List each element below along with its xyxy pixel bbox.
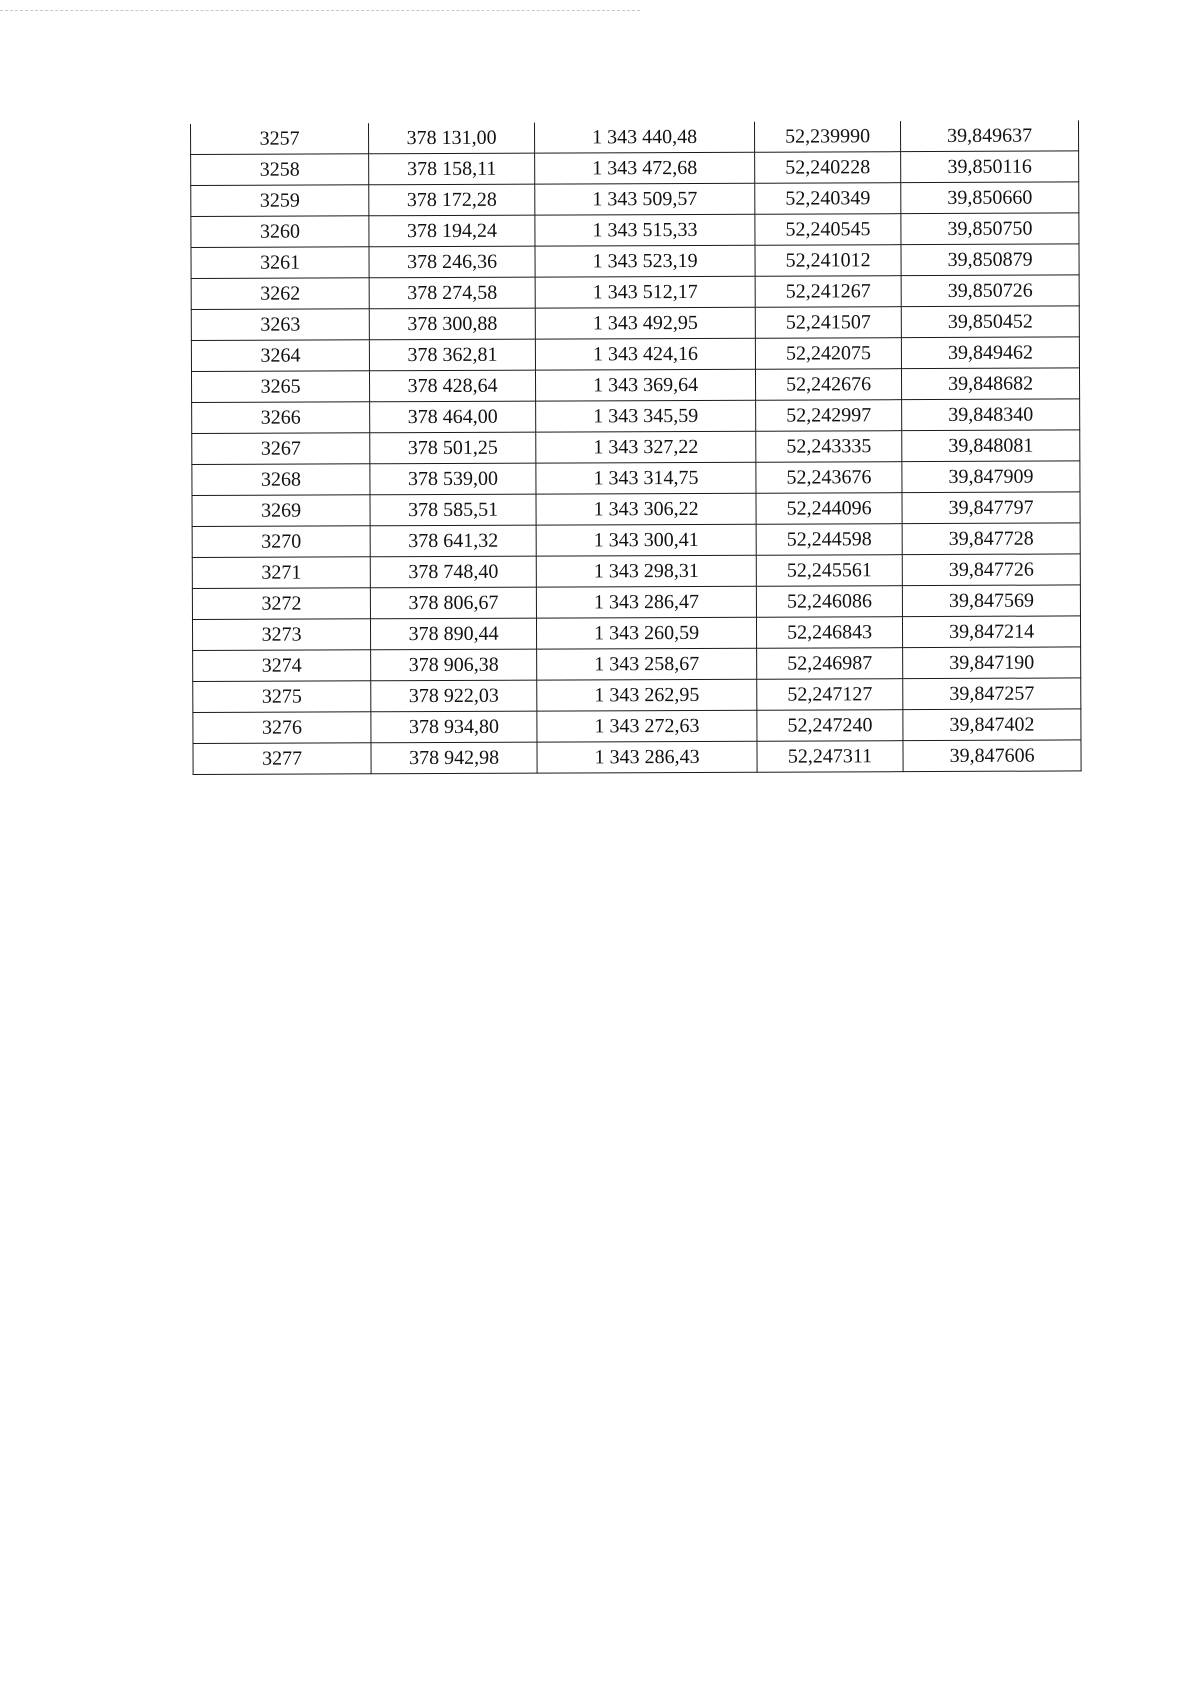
point-number-cell: 3270 (192, 526, 370, 558)
point-number-cell: 3277 (193, 743, 371, 775)
point-number-cell: 3267 (192, 433, 370, 465)
y-coordinate-cell: 1 343 314,75 (536, 462, 756, 494)
longitude-cell: 39,847728 (902, 523, 1080, 555)
table-row (191, 182, 1079, 217)
table-row (193, 678, 1081, 713)
x-coordinate-cell: 378 890,44 (370, 618, 536, 650)
x-coordinate-cell: 378 464,00 (370, 401, 536, 433)
latitude-cell: 52,240349 (755, 183, 901, 215)
longitude-cell: 39,847190 (903, 647, 1081, 679)
scan-artifact-line (0, 10, 640, 11)
latitude-cell: 52,245561 (756, 555, 902, 587)
table-row (193, 709, 1081, 744)
x-coordinate-cell: 378 428,64 (369, 370, 535, 402)
longitude-cell: 39,847606 (903, 740, 1081, 772)
longitude-cell: 39,850660 (901, 182, 1079, 214)
longitude-cell: 39,850750 (901, 213, 1079, 245)
point-number-cell: 3275 (193, 681, 371, 713)
longitude-cell: 39,847257 (903, 678, 1081, 710)
table-row (191, 306, 1079, 341)
x-coordinate-cell: 378 300,88 (369, 308, 535, 340)
longitude-cell: 39,847214 (902, 616, 1080, 648)
y-coordinate-cell: 1 343 260,59 (536, 617, 756, 649)
point-number-cell: 3260 (191, 216, 369, 248)
point-number-cell: 3274 (193, 650, 371, 682)
latitude-cell: 52,247311 (757, 741, 903, 773)
longitude-cell: 39,847569 (902, 585, 1080, 617)
table-row (191, 275, 1079, 310)
longitude-cell: 39,850879 (901, 244, 1079, 276)
coordinates-table-body (191, 120, 1082, 774)
latitude-cell: 52,246843 (756, 617, 902, 649)
x-coordinate-cell: 378 274,58 (369, 277, 535, 309)
x-coordinate-cell: 378 585,51 (370, 494, 536, 526)
y-coordinate-cell: 1 343 509,57 (535, 183, 755, 215)
x-coordinate-cell: 378 906,38 (371, 649, 537, 681)
x-coordinate-cell: 378 246,36 (369, 246, 535, 278)
latitude-cell: 52,247240 (757, 710, 903, 742)
point-number-cell: 3268 (192, 464, 370, 496)
latitude-cell: 52,240545 (755, 214, 901, 246)
x-coordinate-cell: 378 158,11 (369, 153, 535, 185)
y-coordinate-cell: 1 343 512,17 (535, 276, 755, 308)
table-row (191, 151, 1079, 186)
latitude-cell: 52,243335 (756, 431, 902, 463)
latitude-cell: 52,240228 (755, 152, 901, 184)
table-row (191, 337, 1079, 372)
table-row (192, 430, 1080, 465)
table-row (191, 244, 1079, 279)
table-row (192, 523, 1080, 558)
y-coordinate-cell: 1 343 492,95 (535, 307, 755, 339)
x-coordinate-cell: 378 539,00 (370, 463, 536, 495)
latitude-cell: 52,242676 (755, 369, 901, 401)
latitude-cell: 52,242075 (755, 338, 901, 370)
point-number-cell: 3272 (192, 588, 370, 620)
table-row (192, 616, 1080, 651)
y-coordinate-cell: 1 343 440,48 (534, 122, 754, 153)
point-number-cell: 3261 (191, 247, 369, 279)
table-row (192, 554, 1080, 589)
longitude-cell: 39,850452 (901, 306, 1079, 338)
longitude-cell: 39,849462 (901, 337, 1079, 369)
point-number-cell: 3263 (191, 309, 369, 341)
table-row (191, 120, 1079, 154)
x-coordinate-cell: 378 922,03 (371, 680, 537, 712)
longitude-cell: 39,848682 (901, 368, 1079, 400)
latitude-cell: 52,247127 (757, 679, 903, 711)
longitude-cell: 39,847909 (902, 461, 1080, 493)
latitude-cell: 52,244598 (756, 524, 902, 556)
latitude-cell: 52,246987 (757, 648, 903, 680)
latitude-cell: 52,244096 (756, 493, 902, 525)
y-coordinate-cell: 1 343 286,47 (536, 586, 756, 618)
y-coordinate-cell: 1 343 424,16 (535, 338, 755, 370)
table-row (191, 368, 1079, 403)
point-number-cell: 3276 (193, 712, 371, 744)
latitude-cell: 52,241507 (755, 307, 901, 339)
y-coordinate-cell: 1 343 523,19 (535, 245, 755, 277)
point-number-cell: 3264 (191, 340, 369, 372)
point-number-cell: 3262 (191, 278, 369, 310)
longitude-cell: 39,847402 (903, 709, 1081, 741)
longitude-cell: 39,848081 (902, 430, 1080, 462)
x-coordinate-cell: 378 641,32 (370, 525, 536, 557)
point-number-cell: 3271 (192, 557, 370, 589)
table-row (192, 585, 1080, 620)
point-number-cell: 3258 (191, 154, 369, 186)
coordinates-table (190, 120, 1082, 775)
latitude-cell: 52,239990 (754, 121, 900, 152)
x-coordinate-cell: 378 501,25 (370, 432, 536, 464)
latitude-cell: 52,243676 (756, 462, 902, 494)
point-number-cell: 3259 (191, 185, 369, 217)
table-row (193, 647, 1081, 682)
y-coordinate-cell: 1 343 298,31 (536, 555, 756, 587)
x-coordinate-cell: 378 748,40 (370, 556, 536, 588)
point-number-cell: 3265 (191, 371, 369, 403)
latitude-cell: 52,241267 (755, 276, 901, 308)
x-coordinate-cell: 378 806,67 (370, 587, 536, 619)
x-coordinate-cell: 378 194,24 (369, 215, 535, 247)
table-row (193, 740, 1081, 775)
x-coordinate-cell: 378 131,00 (368, 123, 534, 154)
y-coordinate-cell: 1 343 262,95 (537, 679, 757, 711)
longitude-cell: 39,847726 (902, 554, 1080, 586)
table-row (191, 213, 1079, 248)
x-coordinate-cell: 378 942,98 (371, 742, 537, 774)
latitude-cell: 52,242997 (756, 400, 902, 432)
longitude-cell: 39,848340 (902, 399, 1080, 431)
x-coordinate-cell: 378 934,80 (371, 711, 537, 743)
y-coordinate-cell: 1 343 327,22 (536, 431, 756, 463)
y-coordinate-cell: 1 343 472,68 (535, 152, 755, 184)
x-coordinate-cell: 378 362,81 (369, 339, 535, 371)
latitude-cell: 52,241012 (755, 245, 901, 277)
longitude-cell: 39,850116 (901, 151, 1079, 183)
coordinates-table-container (190, 120, 1082, 775)
longitude-cell: 39,849637 (900, 120, 1078, 151)
y-coordinate-cell: 1 343 272,63 (537, 710, 757, 742)
latitude-cell: 52,246086 (756, 586, 902, 618)
y-coordinate-cell: 1 343 515,33 (535, 214, 755, 246)
y-coordinate-cell: 1 343 306,22 (536, 493, 756, 525)
point-number-cell: 3273 (192, 619, 370, 651)
table-row (192, 461, 1080, 496)
y-coordinate-cell: 1 343 369,64 (535, 369, 755, 401)
y-coordinate-cell: 1 343 286,43 (537, 741, 757, 773)
longitude-cell: 39,847797 (902, 492, 1080, 524)
point-number-cell: 3269 (192, 495, 370, 527)
table-row (192, 399, 1080, 434)
point-number-cell: 3266 (192, 402, 370, 434)
y-coordinate-cell: 1 343 345,59 (536, 400, 756, 432)
table-row (192, 492, 1080, 527)
x-coordinate-cell: 378 172,28 (369, 184, 535, 216)
y-coordinate-cell: 1 343 300,41 (536, 524, 756, 556)
longitude-cell: 39,850726 (901, 275, 1079, 307)
point-number-cell: 3257 (191, 123, 369, 154)
y-coordinate-cell: 1 343 258,67 (537, 648, 757, 680)
